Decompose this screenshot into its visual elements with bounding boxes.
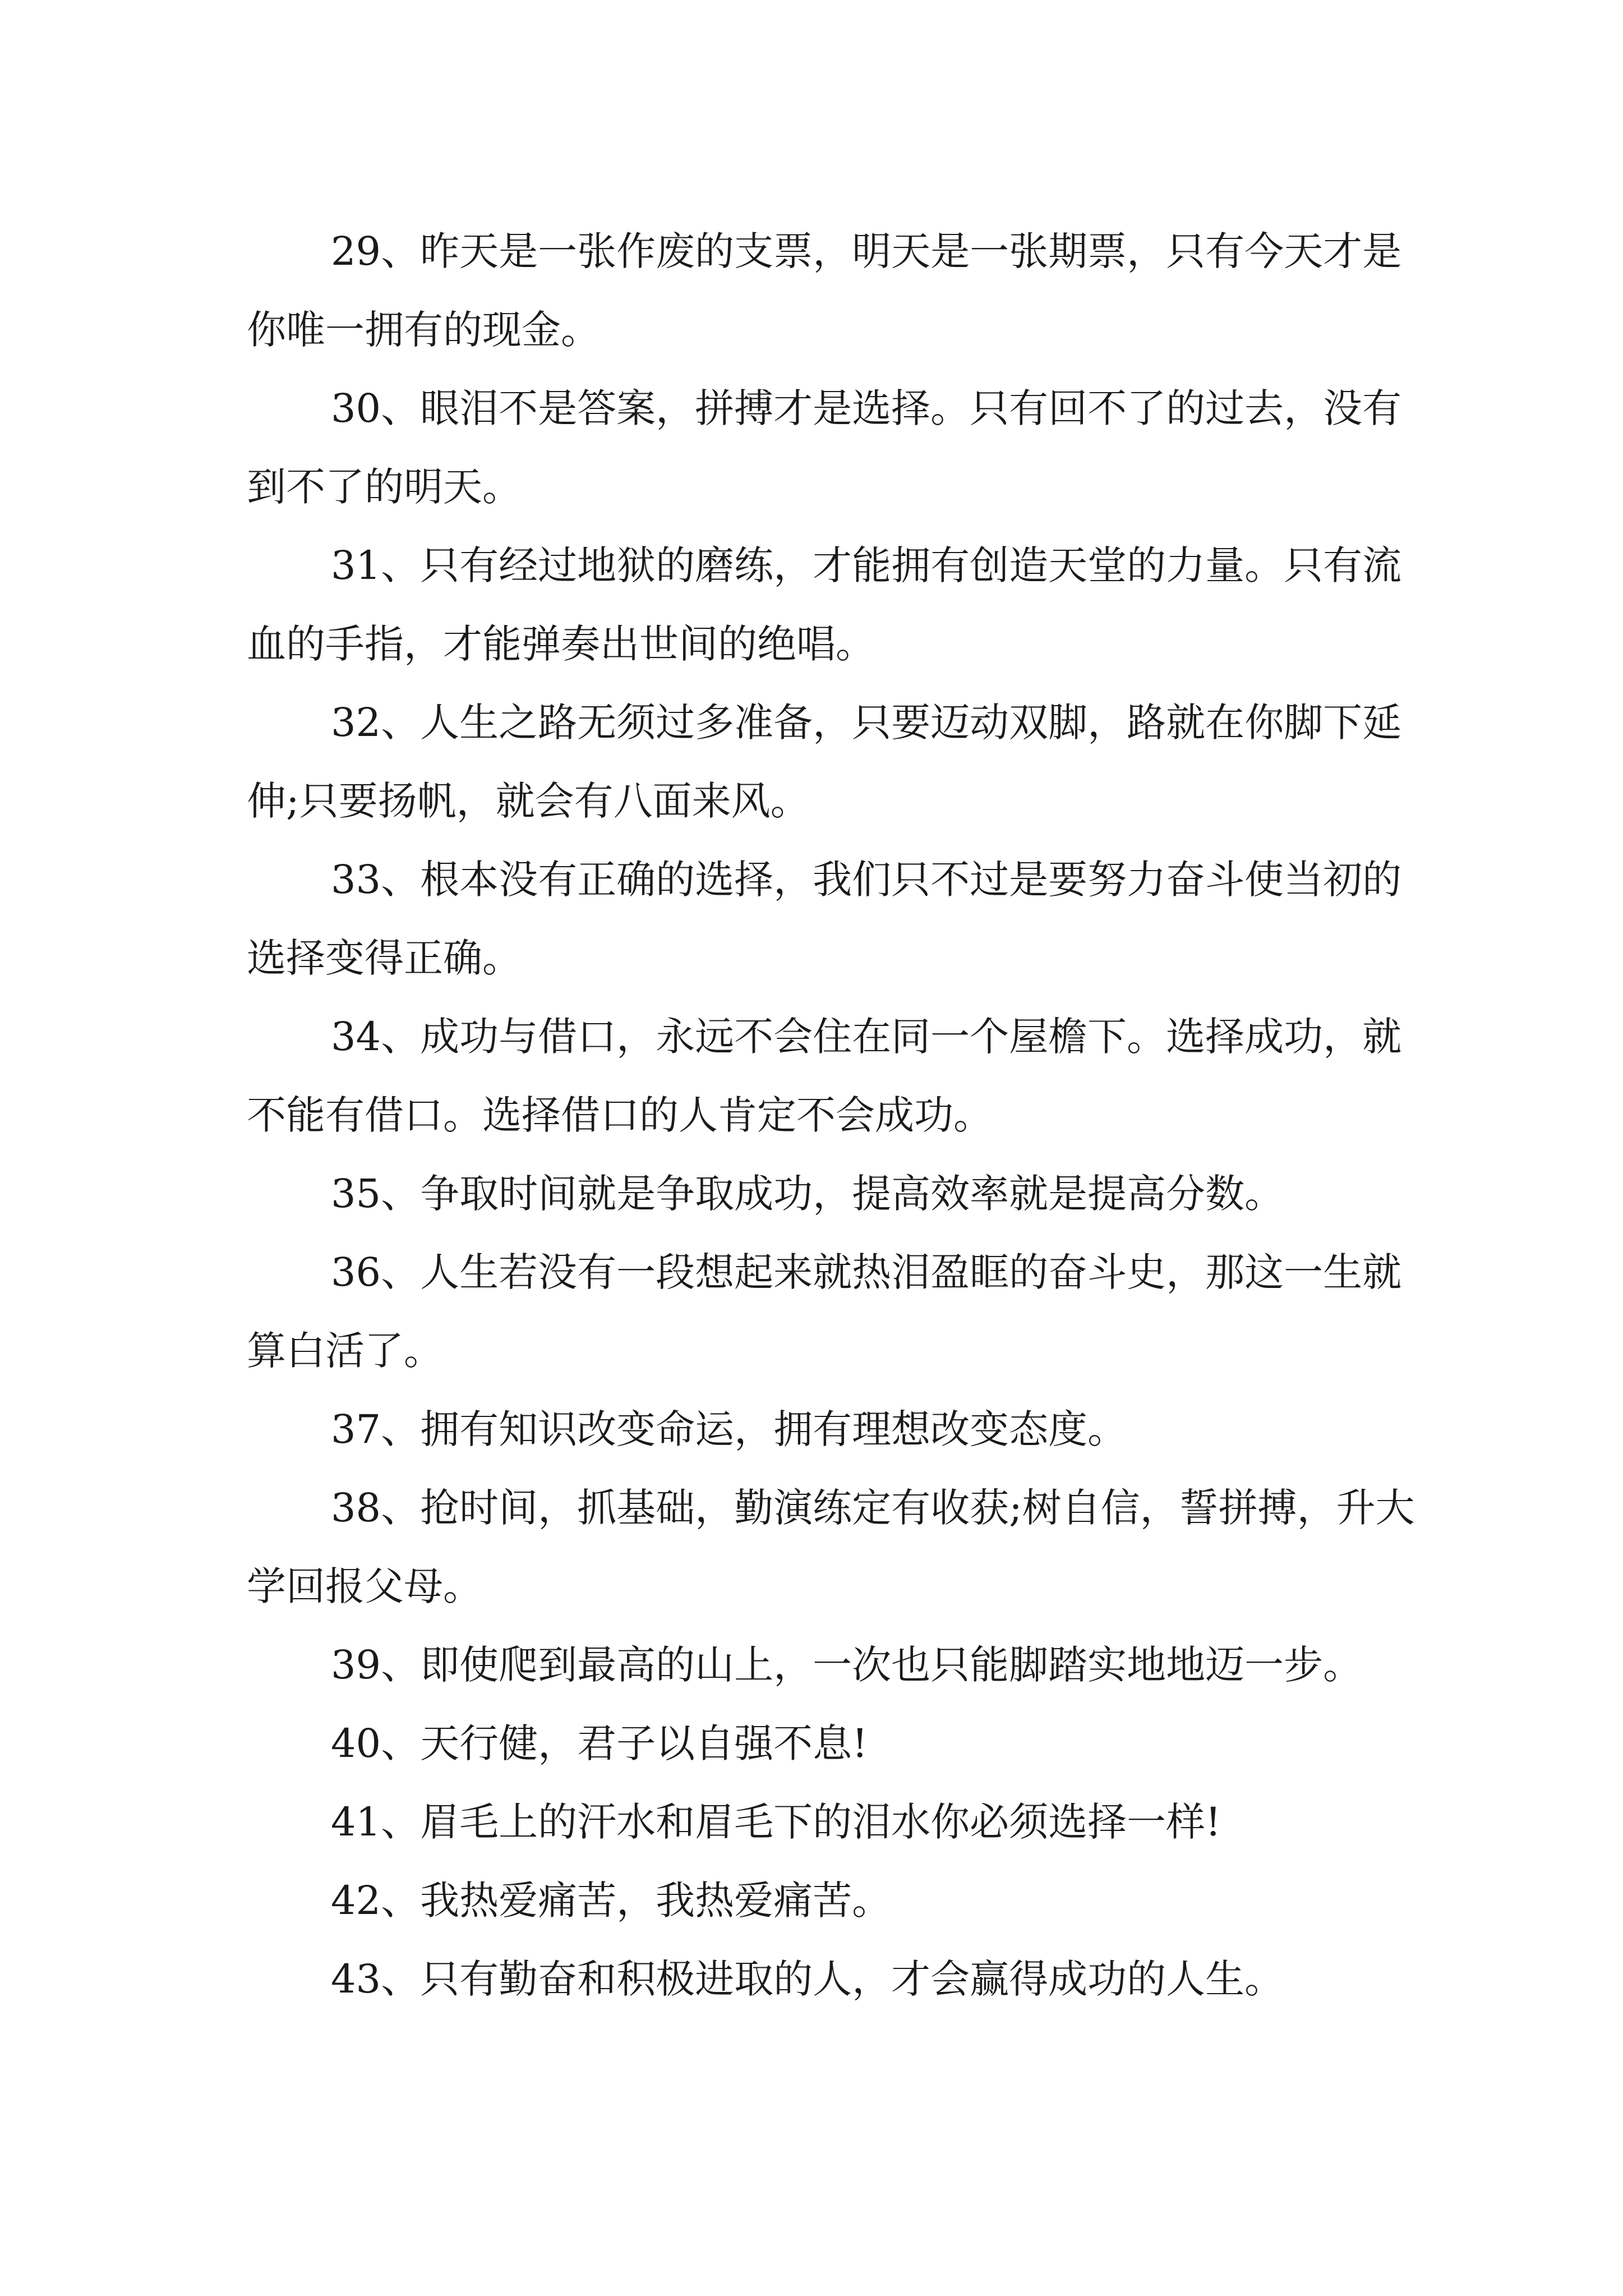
paragraph-39: 39、即使爬到最高的山上，一次也只能脚踏实地地迈一步。 <box>331 1642 1363 1688</box>
paragraph-37: 37、拥有知识改变命运，拥有理想改变态度。 <box>331 1406 1127 1452</box>
paragraph-43: 43、只有勤奋和积极进取的人，才会赢得成功的人生。 <box>331 1956 1284 2002</box>
paragraph-34: 34、成功与借口，永远不会住在同一个屋檐下。选择成功，就不能有借口。选择借口的人肯定不会成功。 <box>247 1014 1402 1138</box>
paragraph-35: 35、争取时间就是争取成功，提高效率就是提高分数。 <box>331 1171 1284 1217</box>
paragraph-30: 30、眼泪不是答案，拼搏才是选择。只有回不了的过去，没有到不了的明天。 <box>247 385 1402 510</box>
paragraph-36: 36、人生若没有一段想起来就热泪盈眶的奋斗史，那这一生就算白活了。 <box>247 1249 1402 1374</box>
paragraph-32: 32、人生之路无须过多准备，只要迈动双脚，路就在你脚下延伸;只要扬帆，就会有八面来风。 <box>247 700 1402 824</box>
paragraph-40: 40、天行健，君子以自强不息! <box>331 1720 868 1766</box>
paragraph-38: 38、抢时间，抓基础，勤演练定有收获;树自信，誓拼搏，升大学回报父母。 <box>247 1485 1415 1609</box>
paragraph-42: 42、我热爱痛苦，我热爱痛苦。 <box>331 1878 892 1924</box>
paragraph-33: 33、根本没有正确的选择，我们只不过是要努力奋斗使当初的选择变得正确。 <box>247 857 1402 981</box>
document-body <box>247 212 1436 2018</box>
paragraph-31: 31、只有经过地狱的磨练，才能拥有创造天堂的力量。只有流血的手指，才能弹奏出世间的绝唱。 <box>247 542 1402 667</box>
paragraph-29: 29、昨天是一张作废的支票，明天是一张期票，只有今天才是你唯一拥有的现金。 <box>247 228 1402 353</box>
paragraph-41: 41、眉毛上的汗水和眉毛下的泪水你必须选择一样! <box>331 1799 1221 1845</box>
